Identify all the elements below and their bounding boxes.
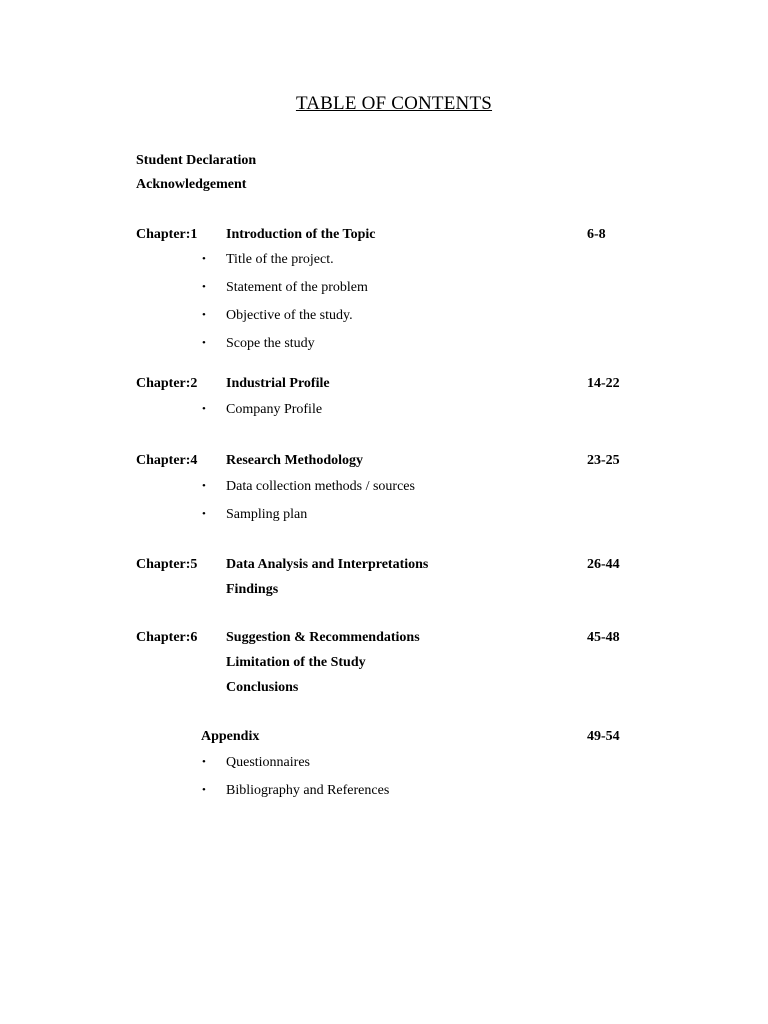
list-item-text: Scope the study xyxy=(226,336,315,351)
page-title: TABLE OF CONTENTS xyxy=(295,93,493,114)
list-item-text: Company Profile xyxy=(226,402,323,417)
chapter-2-heading: Industrial Profile xyxy=(226,376,330,391)
chapter-4-heading: Research Methodology xyxy=(226,453,363,468)
chapter-4-pages: 23-25 xyxy=(587,453,620,468)
chapter-5-heading: Data Analysis and Interpretations xyxy=(226,557,429,572)
bullet-icon: • xyxy=(202,281,206,293)
chapter-6-subheading: Limitation of the Study xyxy=(226,655,366,670)
bullet-icon: • xyxy=(202,508,206,520)
chapter-6-label: Chapter:6 xyxy=(136,630,198,645)
bullet-icon: • xyxy=(202,480,206,492)
chapter-2-pages: 14-22 xyxy=(587,376,620,391)
bullet-icon: • xyxy=(202,253,206,265)
bullet-icon: • xyxy=(202,403,206,415)
list-item-text: Objective of the study. xyxy=(226,308,353,323)
chapter-1-heading: Introduction of the Topic xyxy=(226,227,376,242)
bullet-icon: • xyxy=(202,309,206,321)
appendix-heading: Appendix xyxy=(201,729,260,744)
chapter-6-subheading: Conclusions xyxy=(226,680,299,695)
list-item xyxy=(202,783,389,799)
chapter-6-heading: Suggestion & Recommendations xyxy=(226,630,420,645)
list-item xyxy=(202,336,315,352)
list-item xyxy=(202,252,334,268)
chapter-1-pages: 6-8 xyxy=(587,227,606,242)
chapter-2-label: Chapter:2 xyxy=(136,376,198,391)
list-item xyxy=(202,479,415,495)
list-item-text: Questionnaires xyxy=(226,755,310,770)
bullet-icon: • xyxy=(202,784,206,796)
chapter-5-pages: 26-44 xyxy=(587,557,620,572)
appendix-pages: 49-54 xyxy=(587,729,620,744)
list-item xyxy=(202,402,322,418)
list-item xyxy=(202,308,353,324)
list-item-text: Statement of the problem xyxy=(226,280,368,295)
chapter-5-label: Chapter:5 xyxy=(136,557,198,572)
list-item-text: Bibliography and References xyxy=(226,783,390,798)
bullet-icon: • xyxy=(202,756,206,768)
bullet-icon: • xyxy=(202,337,206,349)
chapter-4-label: Chapter:4 xyxy=(136,453,198,468)
list-item-text: Sampling plan xyxy=(226,507,308,522)
front-matter-declaration: Student Declaration xyxy=(136,153,257,168)
list-item-text: Title of the project. xyxy=(226,252,334,267)
list-item xyxy=(202,280,368,296)
chapter-1-label: Chapter:1 xyxy=(136,227,198,242)
list-item-text: Data collection methods / sources xyxy=(226,479,415,494)
list-item xyxy=(202,755,310,771)
chapter-6-pages: 45-48 xyxy=(587,630,620,645)
front-matter-acknowledgement: Acknowledgement xyxy=(136,177,247,192)
chapter-5-subheading: Findings xyxy=(226,582,279,597)
list-item xyxy=(202,507,307,523)
